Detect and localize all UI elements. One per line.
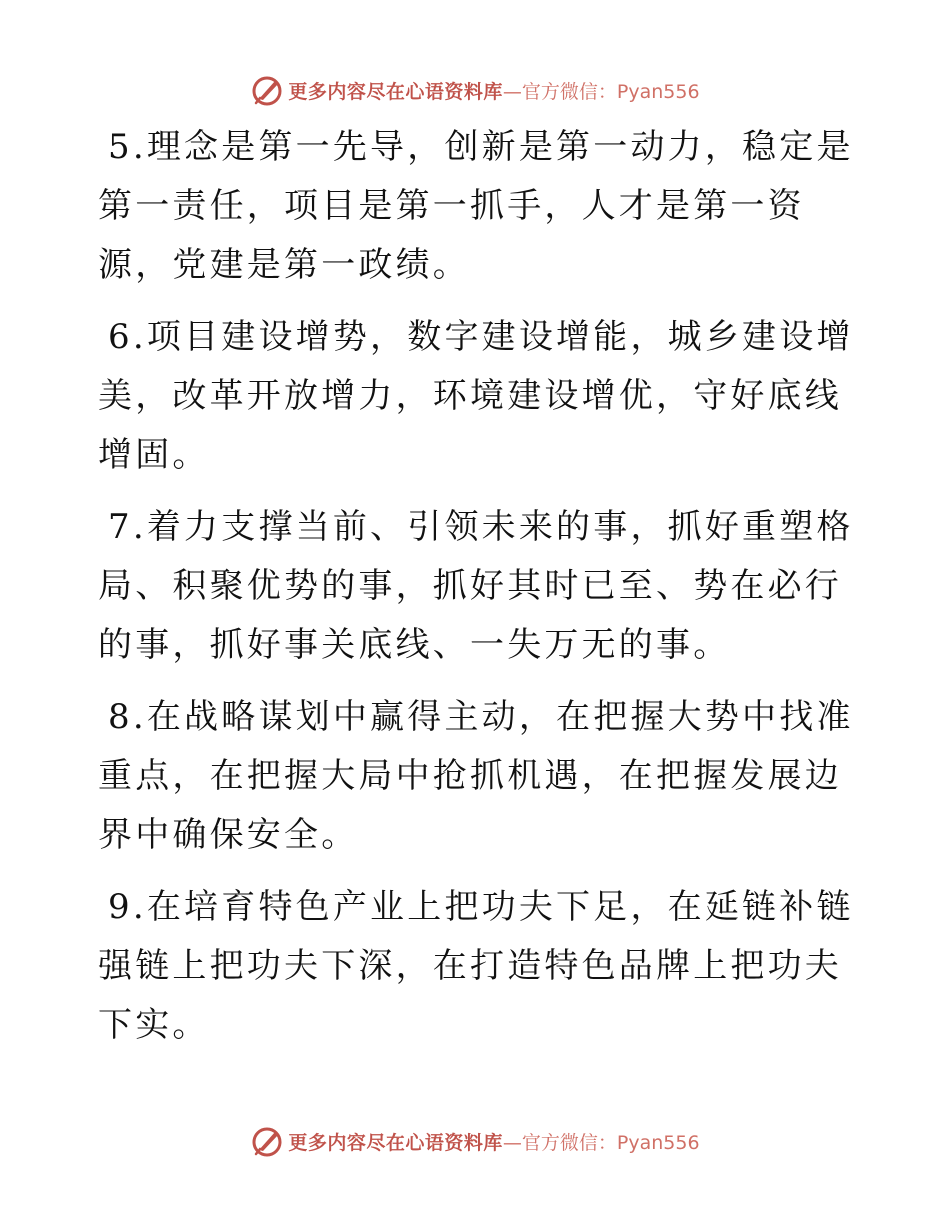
paragraph-9: 9.在培育特色产业上把功夫下足，在延链补链强链上把功夫下深，在打造特色品牌上把功夫下实。 [98,887,854,1045]
paragraph-8: 8.在战略谋划中赢得主动，在把握大势中找准重点，在把握大局中抢抓机遇，在把握发展边界中确保安全。 [98,697,854,855]
header-contact-text: —官方微信：Pyan556 [502,80,700,103]
paragraph-5: 5.理念是第一先导，创新是第一动力，稳定是第一责任，项目是第一抓手，人才是第一资源，党建是第一政绩。 [98,127,854,285]
footer-brand-text: 更多内容尽在心语资料库 [288,1131,503,1154]
footer-watermark [0,1121,950,1161]
paragraph-6: 6.项目建设增势，数字建设增能，城乡建设增美，改革开放增力，环境建设增优，守好底线增固。 [98,317,854,475]
document-body [98,118,858,1068]
quill-circle-icon [250,1124,284,1158]
header-brand-text: 更多内容尽在心语资料库 [288,80,503,103]
paragraph-7: 7.着力支撑当前、引领未来的事，抓好重塑格局、积聚优势的事，抓好其时已至、势在必行的事，抓好事关底线、一失万无的事。 [98,507,854,665]
footer-contact-text: —官方微信：Pyan556 [502,1131,700,1154]
quill-circle-icon [250,73,284,107]
header-watermark [0,70,950,110]
